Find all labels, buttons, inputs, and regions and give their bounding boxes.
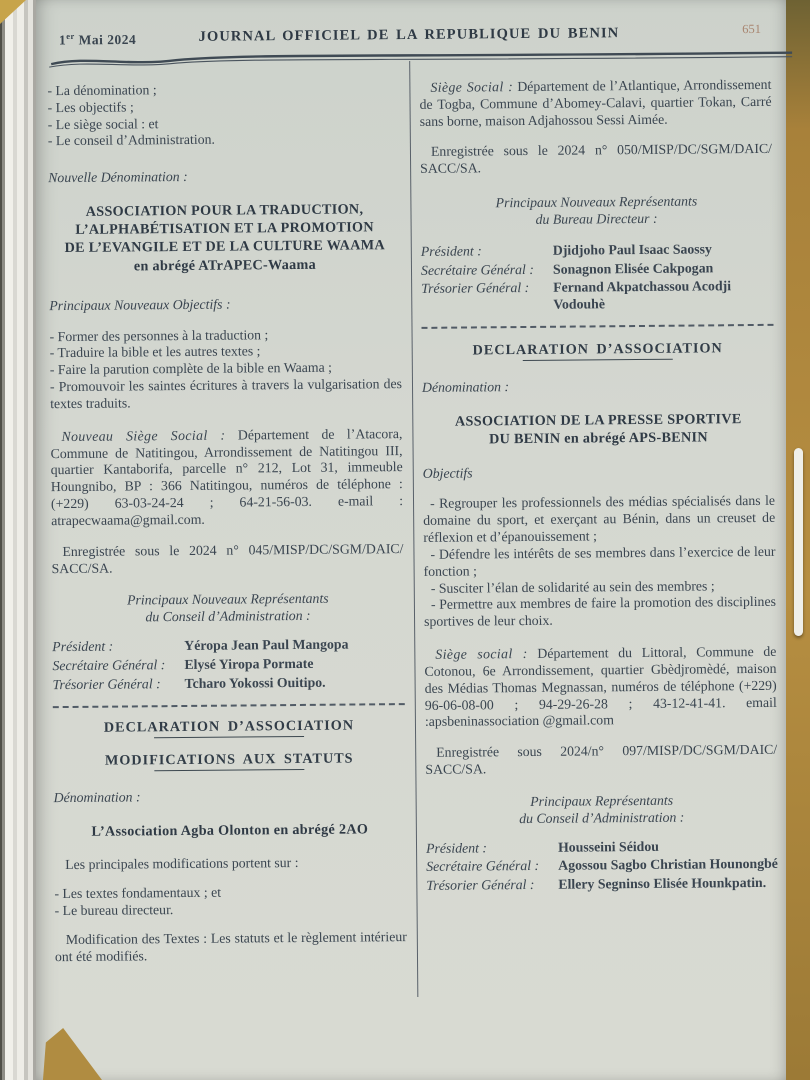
journal-title: JOURNAL OFFICIEL DE LA REPUBLIQUE DU BENIN <box>198 25 620 45</box>
association-title-line: DU BENIN en abrégé APS-BENIN <box>488 429 708 448</box>
officers-table <box>421 241 774 315</box>
list-item: - Défendre les intérêts de ses membres dans l’exercice de leur fonction ; <box>423 543 776 579</box>
officer-role: Trésorier Général : <box>52 675 161 692</box>
right-column <box>419 77 779 962</box>
association-abbrev-line: en abrégé ATrAPEC-Waama <box>133 256 317 275</box>
officer-name: Housseini Séidou <box>557 838 659 855</box>
list-item: - Susciter l’élan de solidarité au sein des membres ; <box>430 577 715 596</box>
list-item: - Former des personnes à la traduction ; <box>49 326 269 344</box>
list-item: - Les objectifs ; <box>47 99 134 115</box>
list-item: - Traduire la bible et les autres textes ; <box>49 343 261 361</box>
journal-header <box>47 21 771 53</box>
representants-heading-line: du Conseil d’Administration : <box>519 809 685 826</box>
book-page-edges-left <box>0 0 38 1080</box>
officer-name: Yéropa Jean Paul Mangopa <box>184 636 349 654</box>
siege-social-paragraph <box>50 426 403 530</box>
officers-table <box>426 837 778 895</box>
columns <box>47 62 779 966</box>
list-item: - Promouvoir les saintes écritures à travers la vulgarisation des textes traduits. <box>49 376 403 412</box>
association-title-line: L’ALPHABÉTISATION ET LA PROMOTION <box>75 219 374 239</box>
heading-underline <box>154 769 304 771</box>
enregistree-paragraph: Enregistrée sous 2024/n° 097/MISP/DC/SGM/DAIC/ SACC/SA. <box>425 742 778 777</box>
representants-heading <box>52 590 404 627</box>
list-item: - Permettre aux membres de faire la promotion des disciplines sportives de leur choix. <box>424 594 776 630</box>
officer-role: Président : <box>425 839 488 856</box>
objectifs-label: Principaux Nouveaux Objectifs : <box>49 296 231 313</box>
page-number: 651 <box>742 21 761 37</box>
list-item: - La dénomination ; <box>47 82 157 99</box>
objectifs-label: Objectifs <box>422 465 473 481</box>
representants-heading-line: Principaux Représentants <box>530 792 674 809</box>
siege-social-label: Siège social : <box>435 646 528 662</box>
date-ordinal: er <box>66 30 75 41</box>
list-item: - Le conseil d’Administration. <box>47 132 215 149</box>
denomination-label: Dénomination : <box>53 789 141 806</box>
heading-underline <box>523 359 673 361</box>
siege-social-text: Département de l’Atlantique, Arrondissement de Togba, Commune d’Abomey-Calavi, quartier Tokan, Carré sans borne, maison Adjahossou Sessi Aimée. <box>419 76 772 129</box>
officer-role: Secrétaire Général : <box>426 858 540 875</box>
representants-heading <box>420 193 772 230</box>
issue-date: 1er Mai 2024 <box>58 30 137 48</box>
representants-heading <box>426 792 778 829</box>
dashed-separator <box>421 324 773 329</box>
list-item: - Le siège social : et <box>47 115 159 132</box>
association-title-line: ASSOCIATION POUR LA TRADUCTION, <box>85 201 364 220</box>
dashed-separator <box>53 703 405 708</box>
representants-heading-line: du Conseil d’Administration : <box>145 608 311 625</box>
enregistree-paragraph: Enregistrée sous le 2024 n° 050/MISP/DC/SGM/DAIC/ SACC/SA. <box>420 141 773 177</box>
declaration-heading: DECLARATION D’ASSOCIATION <box>472 340 723 359</box>
association-title <box>422 410 774 449</box>
modifications-list <box>54 883 406 920</box>
page-edge-sliver <box>794 448 803 636</box>
association-title <box>48 200 401 276</box>
objectifs-list <box>49 326 402 413</box>
modifications-intro: Les principales modifications portent sur : <box>65 855 299 873</box>
officer-name: Ellery Segninso Elisée Hounkpatin. <box>558 875 767 892</box>
heading-underline <box>154 736 304 738</box>
siege-social-text: Département du Littoral, Commune de Cotonou, 6e Arrondissement, quartier Gbèdjromèdé, maison des Médias Thomas Megnassan, numéros de téléphone (+229) 96-06-08-00 ; 94-29-26-28 ; 43-12-41-41. email :apsbeninassociation @gmail.com <box>424 643 777 730</box>
officer-name: Elysé Yiropa Pormate <box>184 655 314 672</box>
page-content <box>33 0 791 966</box>
siege-social-text: Département de l’Atacora, Commune de Natitingou, Arrondissement de Natitingou III, quartier Kantaborifa, parcelle n° 212, Lot 31, immeuble Houngnibo, BP : 366 Natitingou, numéros de téléphone : (+229) 63-03-24-24 ; 64-21-56-03. e-mail : atrapecwaama@gmail.com. <box>50 425 404 529</box>
representants-heading-line: Principaux Nouveaux Représentants <box>495 193 698 211</box>
officer-name: Tcharo Yokossi Ouitipo. <box>184 674 326 691</box>
officers-table <box>52 636 404 694</box>
list-item: - Regrouper les professionnels des médias spécialisés dans le domaine du sport, et exerçant au Bénin, dans un creuset de réflexion et d’épanouissement ; <box>423 493 776 545</box>
officer-name: Sonagnon Elisée Cakpogan <box>552 259 714 277</box>
officer-name: Agossou Sagbo Christian Hounongbé <box>558 856 778 874</box>
modifications-heading: MODIFICATIONS AUX STATUTS <box>104 750 354 769</box>
column-divider <box>409 61 418 997</box>
list-item: - Faire la parution complète de la bible en Waama ; <box>49 360 333 378</box>
officer-role: Trésorier Général : <box>421 280 530 297</box>
officer-role: Président : <box>52 638 114 655</box>
officer-role: Secrétaire Général : <box>420 261 534 278</box>
objectifs-list <box>423 493 776 631</box>
representants-heading-line: Principaux Nouveaux Représentants <box>127 591 329 608</box>
journal-page <box>36 0 786 1080</box>
nouvelle-denomination-label: Nouvelle Dénomination : <box>48 169 188 186</box>
officer-name: Djidjoho Paul Isaac Saossy <box>552 241 712 258</box>
left-column <box>47 80 407 965</box>
officer-name: Fernand Akpatchassou Acodji Vodouhè <box>553 278 732 313</box>
association-title-line: ASSOCIATION DE LA PRESSE SPORTIVE <box>454 411 742 430</box>
declaration-heading: DECLARATION D’ASSOCIATION <box>103 717 355 736</box>
officer-role: Trésorier Général : <box>426 877 535 894</box>
officer-role: Secrétaire Général : <box>52 657 166 674</box>
association-title-line: DE L’EVANGILE ET DE LA CULTURE WAAMA <box>64 237 386 257</box>
officer-role: Président : <box>420 243 482 259</box>
modification-note: Modification des Textes : Les statuts et le règlement intérieur ont été modifiés. <box>54 928 407 964</box>
enregistree-paragraph: Enregistrée sous le 2024 n° 045/MISP/DC/SGM/DAIC/ SACC/SA. <box>51 540 404 576</box>
denomination-label: Dénomination : <box>421 379 510 396</box>
representants-heading-line: du Bureau Directeur : <box>535 210 658 227</box>
list-item: - Le bureau directeur. <box>54 901 174 918</box>
association2-title: L’Association Agba Olonton en abrégé 2AO <box>91 821 369 840</box>
siege-social-label: Nouveau Siège Social : <box>61 427 226 444</box>
siege-social-label: Siège Social : <box>430 79 514 95</box>
siege-social-paragraph <box>419 77 771 131</box>
list-item: - Les textes fondamentaux ; et <box>54 884 222 902</box>
siege-social-paragraph <box>424 644 777 731</box>
